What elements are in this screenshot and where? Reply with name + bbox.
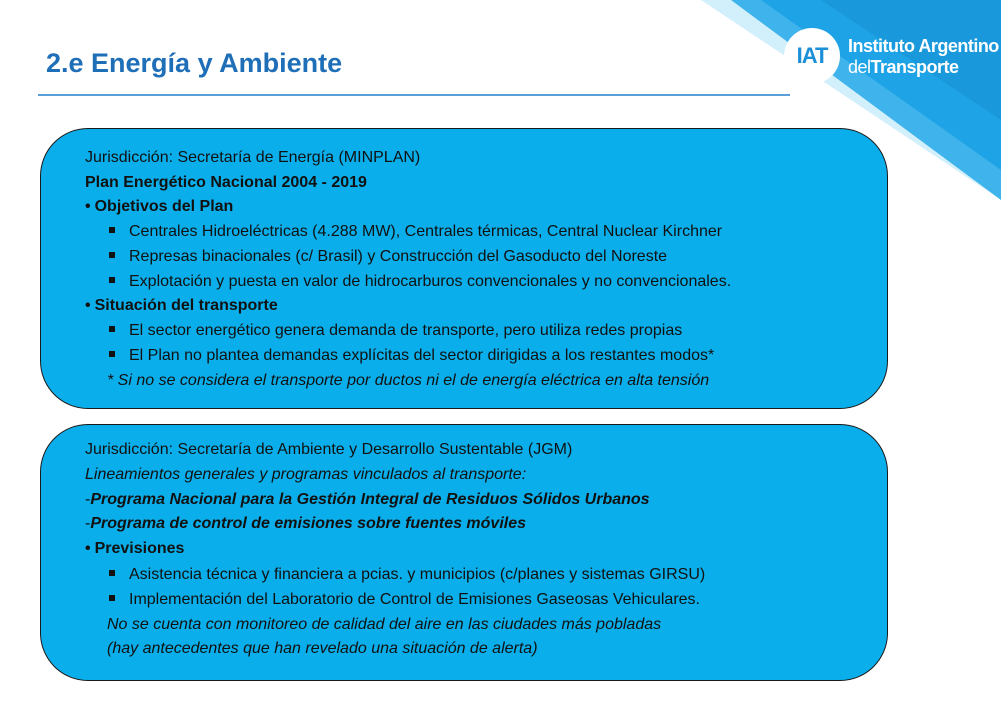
list-item: Implementación del Laboratorio de Control de Emisiones Gaseosas Vehiculares. — [109, 591, 700, 609]
ambiente-nota-1: No se cuenta con monitoreo de calidad del aire en las ciudades más pobladas — [107, 616, 662, 633]
programa-1: -Programa Nacional para la Gestión Integral de Residuos Sólidos Urbanos — [85, 491, 650, 508]
list-item: Asistencia técnica y financiera a pcias. y municipios (c/planes y sistemas GIRSU) — [109, 566, 705, 584]
logo-mark: IAT — [796, 43, 828, 68]
page-title: 2.e Energía y Ambiente — [46, 48, 343, 78]
bullet-icon: • — [85, 297, 91, 314]
previsiones-heading: • Previsiones — [85, 540, 185, 557]
bullet-icon: • — [85, 540, 91, 557]
energia-panel — [40, 128, 888, 409]
logo-line2: delTransporte — [848, 57, 959, 77]
list-item: El sector energético genera demanda de transporte, pero utiliza redes propias — [109, 322, 682, 340]
square-bullet-icon — [109, 227, 115, 233]
square-bullet-icon — [109, 595, 115, 601]
list-item: Represas binacionales (c/ Brasil) y Construcción del Gasoducto del Noreste — [109, 248, 667, 266]
square-bullet-icon — [109, 326, 115, 332]
energia-plan: Plan Energético Nacional 2004 - 2019 — [85, 174, 367, 191]
iat-logo — [784, 28, 999, 84]
energia-nota: * Si no se considera el transporte por ductos ni el de energía eléctrica en alta tensión — [107, 372, 710, 389]
ambiente-nota-2: (hay antecedentes que han revelado una situación de alerta) — [107, 640, 538, 657]
list-item: Explotación y puesta en valor de hidrocarburos convencionales y no convencionales. — [109, 273, 731, 291]
square-bullet-icon — [109, 252, 115, 258]
title-divider — [38, 94, 790, 96]
bullet-icon: • — [85, 198, 91, 215]
ambiente-panel — [40, 424, 888, 681]
objetivos-heading: • Objetivos del Plan — [85, 198, 234, 215]
situacion-heading: • Situación del transporte — [85, 297, 278, 314]
logo-line1: Instituto Argentino — [848, 36, 999, 56]
programa-2: -Programa de control de emisiones sobre fuentes móviles — [85, 515, 527, 532]
energia-jurisdiccion: Jurisdicción: Secretaría de Energía (MINPLAN) — [85, 149, 421, 166]
ambiente-jurisdiccion: Jurisdicción: Secretaría de Ambiente y Desarrollo Sustentable (JGM) — [85, 441, 573, 458]
ambiente-lineamientos: Lineamientos generales y programas vinculados al transporte: — [85, 466, 527, 483]
square-bullet-icon — [109, 570, 115, 576]
square-bullet-icon — [109, 277, 115, 283]
square-bullet-icon — [109, 351, 115, 357]
list-item: El Plan no plantea demandas explícitas del sector dirigidas a los restantes modos* — [109, 347, 714, 365]
list-item: Centrales Hidroeléctricas (4.288 MW), Centrales térmicas, Central Nuclear Kirchner — [109, 223, 722, 241]
